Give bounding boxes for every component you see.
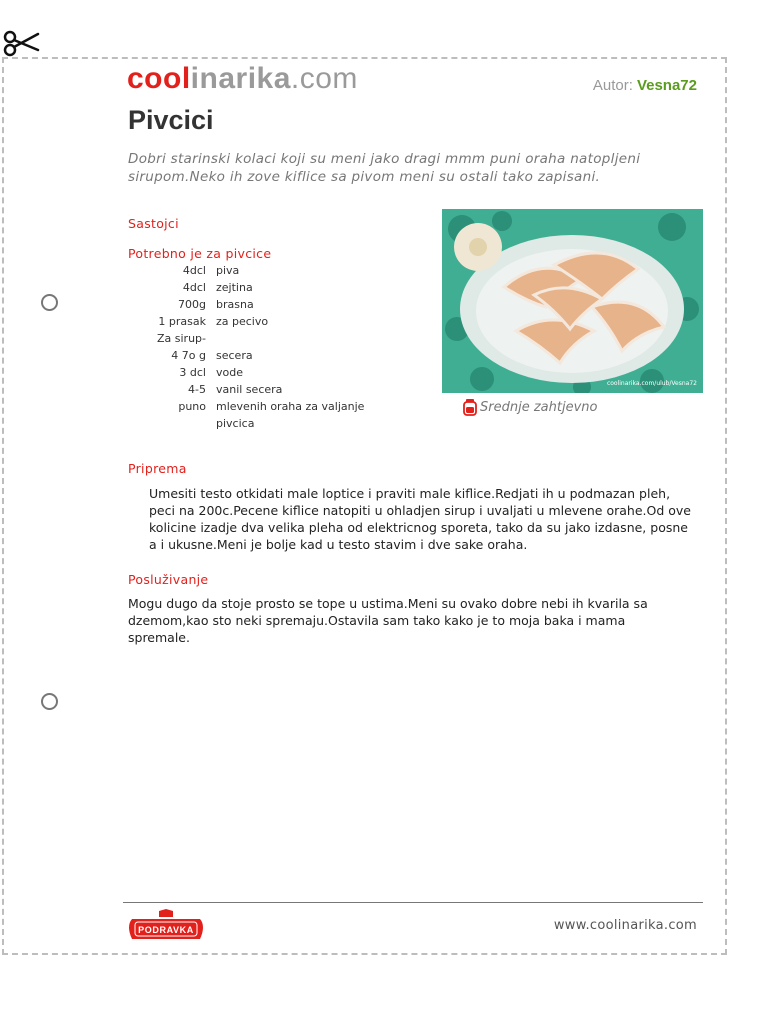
ingredient-quantity: 4 7o g	[171, 349, 206, 362]
ingredient-quantity: 1 prasak	[158, 315, 206, 328]
coolinarika-logo: coolinarika.com	[127, 62, 358, 95]
ingredients-heading: Sastojci	[128, 216, 179, 231]
ingredient-name: za pecivo	[216, 315, 269, 328]
author	[593, 77, 697, 94]
ingredient-quantity: Za sirup-	[156, 332, 206, 345]
ingredient-group-heading: Potrebno je za pivcice	[128, 246, 272, 261]
ingredient-list	[128, 262, 428, 432]
ingredient-name: piva	[216, 264, 240, 277]
ingredient-row	[128, 330, 428, 347]
jar-icon	[463, 398, 477, 416]
ingredient-quantity: 3 dcl	[179, 366, 206, 379]
podravka-logo[interactable]	[126, 909, 206, 943]
ingredient-row	[128, 381, 428, 398]
ingredient-name: vode	[216, 366, 243, 379]
difficulty-label: Srednje zahtjevno	[480, 399, 598, 415]
preparation-text: Umesiti testo otkidati male loptice i praviti male kiflice.Redjati ih u podmazan pleh, peci na 200c.Pecene kiflice natopiti u ohladjen sirup i uvaljati u mlevene orahe.Od ove kolicine izadje dva velika pleha od elektricnog sporeta, tako da su jako izdasne, posne a i ukusne.Meni je bolje kad u testo stavim i dve sake oraha.	[149, 486, 691, 552]
author-label: Autor:	[592, 77, 633, 94]
ingredient-row	[128, 347, 428, 364]
photo-watermark: coolinarika.com/ulub/Vesna72	[606, 380, 697, 387]
ingredient-row	[128, 296, 428, 313]
ingredient-quantity: 4dcl	[182, 264, 206, 277]
ingredient-quantity: 4-5	[188, 383, 206, 396]
ingredient-row	[128, 279, 428, 296]
punch-hole	[41, 294, 58, 311]
ingredient-quantity: 4dcl	[182, 281, 206, 294]
ingredient-name: zejtina	[216, 281, 253, 294]
scissors-icon	[2, 28, 40, 58]
ingredient-quantity: puno	[178, 400, 206, 413]
recipe-intro: Dobri starinski kolaci koji su meni jako dragi mmm puni oraha natopljeni sirupom.Neko ih zove kiflice sa pivom meni su ostali tako zapisani.	[128, 151, 641, 185]
serving-text: Mogu dugo da stoje prosto se tope u ustima.Meni su ovako dobre nebi ih kvarila sa dzemom,kao sto neki spremaju.Ostavila sam tako kako je to moja baka i mama spremale.	[128, 596, 648, 645]
ingredient-name: vanil secera	[216, 383, 283, 396]
ingredient-name: brasna	[216, 298, 254, 311]
ingredient-quantity: 700g	[178, 298, 206, 311]
ingredient-row	[128, 262, 428, 279]
punch-hole	[41, 693, 58, 710]
footer-website[interactable]: www.coolinarika.com	[553, 918, 697, 933]
recipe-title: Pivcici	[128, 105, 214, 135]
author-name[interactable]: Vesna72	[636, 77, 697, 94]
preparation-heading: Priprema	[128, 461, 187, 476]
ingredient-row	[128, 364, 428, 381]
ingredient-name	[216, 330, 376, 347]
footer-divider	[123, 902, 703, 903]
recipe-photo	[442, 209, 703, 393]
podravka-text: PODRAVKA	[138, 925, 194, 935]
ingredient-row	[128, 313, 428, 330]
difficulty-indicator	[463, 398, 597, 416]
serving-heading: Posluživanje	[128, 572, 209, 587]
ingredient-name: mlevenih oraha za valjanje pivcica	[216, 400, 365, 430]
ingredient-row	[128, 398, 428, 432]
ingredient-name: secera	[216, 349, 253, 362]
